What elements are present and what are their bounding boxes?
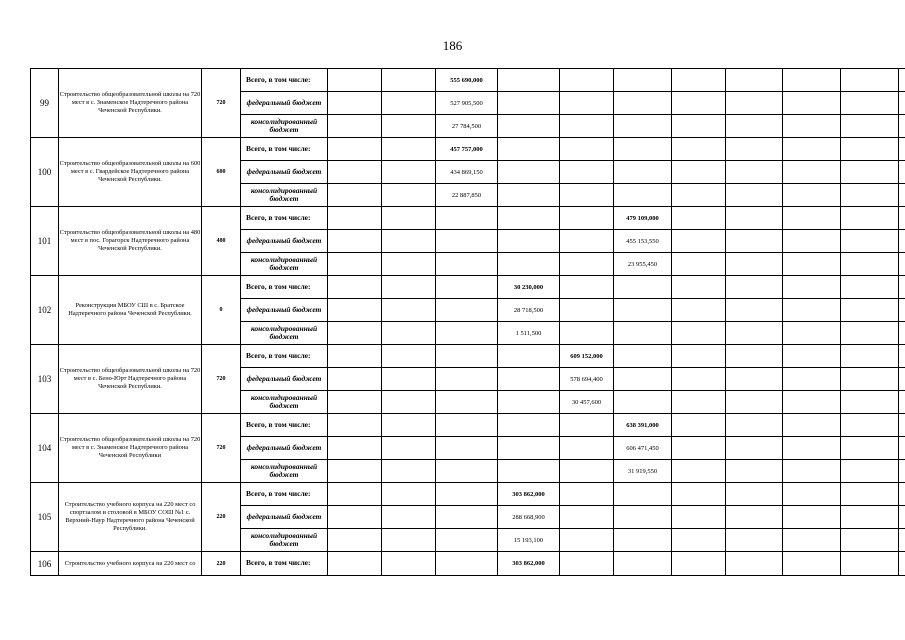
empty-cell <box>614 138 672 161</box>
empty-cell <box>783 230 841 253</box>
empty-cell <box>560 483 614 506</box>
empty-cell <box>328 414 382 437</box>
row-number: 104 <box>31 414 59 483</box>
empty-cell <box>841 69 899 92</box>
empty-cell <box>899 552 905 576</box>
project-name: Строительство общеобразовательной школы на 720 мест в с. Знаменское Надтеречного района Чеченской Республики. <box>59 69 202 138</box>
empty-cell <box>614 299 672 322</box>
empty-cell <box>436 483 498 506</box>
empty-cell <box>382 322 436 345</box>
project-name: Строительство общеобразовательной школы на 600 мест в с. Гвардейское Надтеречного района Чеченской Республики. <box>59 138 202 207</box>
source-label-total: Всего, в том числе: <box>241 138 328 161</box>
empty-cell <box>899 276 905 299</box>
empty-cell <box>783 483 841 506</box>
empty-cell <box>328 299 382 322</box>
empty-cell <box>382 230 436 253</box>
empty-cell <box>498 368 560 391</box>
empty-cell <box>614 483 672 506</box>
empty-cell <box>436 276 498 299</box>
amount-cell: 1 511,500 <box>498 322 560 345</box>
empty-cell <box>614 276 672 299</box>
capacity-cell: 720 <box>202 345 241 414</box>
empty-cell <box>726 368 783 391</box>
empty-cell <box>436 207 498 230</box>
empty-cell <box>560 276 614 299</box>
empty-cell <box>726 437 783 460</box>
empty-cell <box>560 92 614 115</box>
capacity-cell: 220 <box>202 552 241 576</box>
budget-table <box>30 68 905 576</box>
page-number: 186 <box>442 38 463 53</box>
amount-cell: 479 109,000 <box>614 207 672 230</box>
empty-cell <box>328 322 382 345</box>
empty-cell <box>783 368 841 391</box>
amount-cell: 303 862,000 <box>498 552 560 576</box>
empty-cell <box>614 345 672 368</box>
empty-cell <box>899 69 905 92</box>
table-row <box>31 276 905 299</box>
empty-cell <box>672 460 726 483</box>
empty-cell <box>498 391 560 414</box>
amount-cell: 28 718,500 <box>498 299 560 322</box>
source-label-consolidated: консолидированный бюджет <box>241 115 328 138</box>
empty-cell <box>899 161 905 184</box>
empty-cell <box>783 460 841 483</box>
empty-cell <box>560 161 614 184</box>
row-number: 99 <box>31 69 59 138</box>
empty-cell <box>436 230 498 253</box>
empty-cell <box>328 230 382 253</box>
empty-cell <box>672 322 726 345</box>
empty-cell <box>328 460 382 483</box>
amount-cell: 434 869,150 <box>436 161 498 184</box>
empty-cell <box>560 460 614 483</box>
empty-cell <box>382 253 436 276</box>
empty-cell <box>726 138 783 161</box>
source-label-federal: федеральный бюджет <box>241 230 328 253</box>
empty-cell <box>899 368 905 391</box>
empty-cell <box>382 552 436 576</box>
empty-cell <box>328 184 382 207</box>
empty-cell <box>783 437 841 460</box>
empty-cell <box>382 115 436 138</box>
empty-cell <box>783 506 841 529</box>
empty-cell <box>560 552 614 576</box>
empty-cell <box>672 276 726 299</box>
empty-cell <box>382 529 436 552</box>
empty-cell <box>382 483 436 506</box>
empty-cell <box>899 184 905 207</box>
empty-cell <box>382 506 436 529</box>
source-label-federal: федеральный бюджет <box>241 506 328 529</box>
row-number: 103 <box>31 345 59 414</box>
empty-cell <box>672 506 726 529</box>
empty-cell <box>436 345 498 368</box>
project-name: Строительство учебного корпуса на 220 мест со <box>59 552 202 576</box>
empty-cell <box>560 437 614 460</box>
empty-cell <box>726 69 783 92</box>
empty-cell <box>783 207 841 230</box>
empty-cell <box>841 138 899 161</box>
empty-cell <box>498 437 560 460</box>
empty-cell <box>560 230 614 253</box>
empty-cell <box>672 230 726 253</box>
empty-cell <box>560 207 614 230</box>
empty-cell <box>382 161 436 184</box>
source-label-consolidated: консолидированный бюджет <box>241 184 328 207</box>
empty-cell <box>436 437 498 460</box>
amount-cell: 15 193,100 <box>498 529 560 552</box>
empty-cell <box>498 184 560 207</box>
source-label-consolidated: консолидированный бюджет <box>241 322 328 345</box>
empty-cell <box>560 253 614 276</box>
source-label-consolidated: консолидированный бюджет <box>241 460 328 483</box>
amount-cell: 23 955,450 <box>614 253 672 276</box>
empty-cell <box>841 414 899 437</box>
empty-cell <box>899 460 905 483</box>
empty-cell <box>498 253 560 276</box>
empty-cell <box>498 230 560 253</box>
amount-cell: 527 905,500 <box>436 92 498 115</box>
empty-cell <box>841 92 899 115</box>
empty-cell <box>560 414 614 437</box>
empty-cell <box>436 368 498 391</box>
amount-cell: 22 887,850 <box>436 184 498 207</box>
empty-cell <box>328 161 382 184</box>
table-row <box>31 138 905 161</box>
empty-cell <box>783 92 841 115</box>
empty-cell <box>672 345 726 368</box>
empty-cell <box>498 92 560 115</box>
empty-cell <box>560 115 614 138</box>
source-label-consolidated: консолидированный бюджет <box>241 253 328 276</box>
source-label-federal: федеральный бюджет <box>241 437 328 460</box>
capacity-cell: 480 <box>202 207 241 276</box>
empty-cell <box>614 92 672 115</box>
empty-cell <box>436 322 498 345</box>
amount-cell: 606 471,450 <box>614 437 672 460</box>
amount-cell: 638 391,000 <box>614 414 672 437</box>
empty-cell <box>328 529 382 552</box>
empty-cell <box>726 276 783 299</box>
empty-cell <box>436 529 498 552</box>
empty-cell <box>382 207 436 230</box>
empty-cell <box>841 506 899 529</box>
empty-cell <box>382 345 436 368</box>
capacity-cell: 220 <box>202 483 241 552</box>
empty-cell <box>498 69 560 92</box>
project-name: Реконструкция МБОУ СШ в с. Братское Надтеречного района Чеченской Республики. <box>59 276 202 345</box>
source-label-total: Всего, в том числе: <box>241 69 328 92</box>
empty-cell <box>783 345 841 368</box>
empty-cell <box>382 138 436 161</box>
empty-cell <box>382 299 436 322</box>
empty-cell <box>382 437 436 460</box>
empty-cell <box>726 322 783 345</box>
empty-cell <box>560 138 614 161</box>
amount-cell: 609 152,000 <box>560 345 614 368</box>
empty-cell <box>614 391 672 414</box>
empty-cell <box>436 391 498 414</box>
empty-cell <box>899 483 905 506</box>
empty-cell <box>726 506 783 529</box>
empty-cell <box>726 529 783 552</box>
empty-cell <box>614 529 672 552</box>
empty-cell <box>498 115 560 138</box>
empty-cell <box>328 207 382 230</box>
empty-cell <box>783 299 841 322</box>
empty-cell <box>672 368 726 391</box>
empty-cell <box>672 253 726 276</box>
empty-cell <box>498 161 560 184</box>
empty-cell <box>382 184 436 207</box>
source-label-federal: федеральный бюджет <box>241 299 328 322</box>
empty-cell <box>328 506 382 529</box>
empty-cell <box>841 483 899 506</box>
empty-cell <box>436 414 498 437</box>
empty-cell <box>783 529 841 552</box>
table-row <box>31 483 905 506</box>
empty-cell <box>841 276 899 299</box>
amount-cell: 30 457,600 <box>560 391 614 414</box>
row-number: 105 <box>31 483 59 552</box>
empty-cell <box>328 253 382 276</box>
empty-cell <box>498 345 560 368</box>
empty-cell <box>672 552 726 576</box>
capacity-cell: 720 <box>202 69 241 138</box>
project-name: Строительство общеобразовательной школы на 480 мест в пос. Горагорск Надтеречного района Чеченской Республики. <box>59 207 202 276</box>
capacity-cell: 720 <box>202 414 241 483</box>
empty-cell <box>783 69 841 92</box>
amount-cell: 555 690,000 <box>436 69 498 92</box>
empty-cell <box>841 529 899 552</box>
empty-cell <box>672 92 726 115</box>
row-number: 106 <box>31 552 59 576</box>
empty-cell <box>614 161 672 184</box>
empty-cell <box>841 437 899 460</box>
empty-cell <box>726 207 783 230</box>
amount-cell: 457 757,000 <box>436 138 498 161</box>
empty-cell <box>382 391 436 414</box>
empty-cell <box>899 529 905 552</box>
empty-cell <box>726 184 783 207</box>
empty-cell <box>841 460 899 483</box>
empty-cell <box>614 368 672 391</box>
source-label-total: Всего, в том числе: <box>241 345 328 368</box>
empty-cell <box>436 460 498 483</box>
empty-cell <box>560 529 614 552</box>
empty-cell <box>726 552 783 576</box>
capacity-cell: 600 <box>202 138 241 207</box>
empty-cell <box>841 368 899 391</box>
empty-cell <box>672 161 726 184</box>
source-label-federal: федеральный бюджет <box>241 161 328 184</box>
project-name: Строительство учебного корпуса на 220 мест со спортзалом и столовой в МБОУ СОШ №1 с. Верхний-Наур Надтеречного района Чеченской Республики. <box>59 483 202 552</box>
table-row <box>31 552 905 576</box>
empty-cell <box>726 483 783 506</box>
empty-cell <box>899 299 905 322</box>
project-name: Строительство общеобразовательной школы на 720 мест в с. Знаменское Надтеречного района Чеченской Республики <box>59 414 202 483</box>
empty-cell <box>841 207 899 230</box>
empty-cell <box>614 552 672 576</box>
source-label-federal: федеральный бюджет <box>241 92 328 115</box>
empty-cell <box>899 92 905 115</box>
empty-cell <box>436 506 498 529</box>
empty-cell <box>726 460 783 483</box>
empty-cell <box>328 345 382 368</box>
table-row <box>31 207 905 230</box>
table-row <box>31 69 905 92</box>
empty-cell <box>328 483 382 506</box>
empty-cell <box>841 299 899 322</box>
empty-cell <box>726 299 783 322</box>
amount-cell: 578 694,400 <box>560 368 614 391</box>
empty-cell <box>841 253 899 276</box>
empty-cell <box>841 184 899 207</box>
empty-cell <box>498 138 560 161</box>
empty-cell <box>726 230 783 253</box>
table-row <box>31 345 905 368</box>
empty-cell <box>899 115 905 138</box>
empty-cell <box>726 92 783 115</box>
source-label-total: Всего, в том числе: <box>241 552 328 576</box>
source-label-total: Всего, в том числе: <box>241 483 328 506</box>
empty-cell <box>436 253 498 276</box>
project-name: Строительство общеобразовательной школы на 720 мест в с. Бено-Юрт Надтеречного района Чеченской Республики. <box>59 345 202 414</box>
empty-cell <box>436 552 498 576</box>
empty-cell <box>783 138 841 161</box>
empty-cell <box>560 506 614 529</box>
source-label-total: Всего, в том числе: <box>241 276 328 299</box>
source-label-consolidated: консолидированный бюджет <box>241 529 328 552</box>
empty-cell <box>614 69 672 92</box>
empty-cell <box>328 276 382 299</box>
empty-cell <box>560 184 614 207</box>
empty-cell <box>899 437 905 460</box>
empty-cell <box>382 368 436 391</box>
empty-cell <box>726 391 783 414</box>
empty-cell <box>328 368 382 391</box>
empty-cell <box>498 460 560 483</box>
empty-cell <box>899 253 905 276</box>
empty-cell <box>783 414 841 437</box>
empty-cell <box>783 115 841 138</box>
empty-cell <box>899 414 905 437</box>
empty-cell <box>841 322 899 345</box>
empty-cell <box>672 529 726 552</box>
source-label-total: Всего, в том числе: <box>241 207 328 230</box>
empty-cell <box>560 69 614 92</box>
empty-cell <box>560 299 614 322</box>
table-body <box>31 69 905 576</box>
empty-cell <box>672 138 726 161</box>
empty-cell <box>841 230 899 253</box>
empty-cell <box>783 391 841 414</box>
empty-cell <box>498 207 560 230</box>
empty-cell <box>614 506 672 529</box>
empty-cell <box>841 552 899 576</box>
empty-cell <box>672 414 726 437</box>
row-number: 101 <box>31 207 59 276</box>
empty-cell <box>614 322 672 345</box>
amount-cell: 288 668,900 <box>498 506 560 529</box>
empty-cell <box>841 345 899 368</box>
empty-cell <box>841 391 899 414</box>
empty-cell <box>672 115 726 138</box>
empty-cell <box>783 253 841 276</box>
empty-cell <box>328 69 382 92</box>
empty-cell <box>899 138 905 161</box>
empty-cell <box>783 276 841 299</box>
empty-cell <box>899 322 905 345</box>
empty-cell <box>783 161 841 184</box>
empty-cell <box>382 92 436 115</box>
empty-cell <box>328 115 382 138</box>
empty-cell <box>328 92 382 115</box>
empty-cell <box>783 552 841 576</box>
row-number: 102 <box>31 276 59 345</box>
empty-cell <box>841 115 899 138</box>
empty-cell <box>899 230 905 253</box>
empty-cell <box>672 391 726 414</box>
empty-cell <box>672 437 726 460</box>
empty-cell <box>672 299 726 322</box>
empty-cell <box>899 345 905 368</box>
amount-cell: 303 862,000 <box>498 483 560 506</box>
empty-cell <box>328 391 382 414</box>
empty-cell <box>560 322 614 345</box>
source-label-consolidated: консолидированный бюджет <box>241 391 328 414</box>
amount-cell: 27 784,500 <box>436 115 498 138</box>
empty-cell <box>783 322 841 345</box>
amount-cell: 455 153,550 <box>614 230 672 253</box>
empty-cell <box>672 184 726 207</box>
empty-cell <box>726 253 783 276</box>
row-number: 100 <box>31 138 59 207</box>
empty-cell <box>726 345 783 368</box>
empty-cell <box>498 414 560 437</box>
empty-cell <box>726 161 783 184</box>
empty-cell <box>841 161 899 184</box>
empty-cell <box>382 69 436 92</box>
empty-cell <box>672 207 726 230</box>
empty-cell <box>672 69 726 92</box>
empty-cell <box>783 184 841 207</box>
source-label-federal: федеральный бюджет <box>241 368 328 391</box>
empty-cell <box>899 207 905 230</box>
empty-cell <box>899 506 905 529</box>
empty-cell <box>614 184 672 207</box>
empty-cell <box>382 414 436 437</box>
empty-cell <box>328 437 382 460</box>
empty-cell <box>382 460 436 483</box>
empty-cell <box>328 138 382 161</box>
table-row <box>31 414 905 437</box>
empty-cell <box>328 552 382 576</box>
empty-cell <box>672 483 726 506</box>
empty-cell <box>899 391 905 414</box>
source-label-total: Всего, в том числе: <box>241 414 328 437</box>
amount-cell: 31 919,550 <box>614 460 672 483</box>
empty-cell <box>382 276 436 299</box>
empty-cell <box>726 414 783 437</box>
empty-cell <box>614 115 672 138</box>
empty-cell <box>436 299 498 322</box>
amount-cell: 30 230,000 <box>498 276 560 299</box>
empty-cell <box>726 115 783 138</box>
capacity-cell: 0 <box>202 276 241 345</box>
